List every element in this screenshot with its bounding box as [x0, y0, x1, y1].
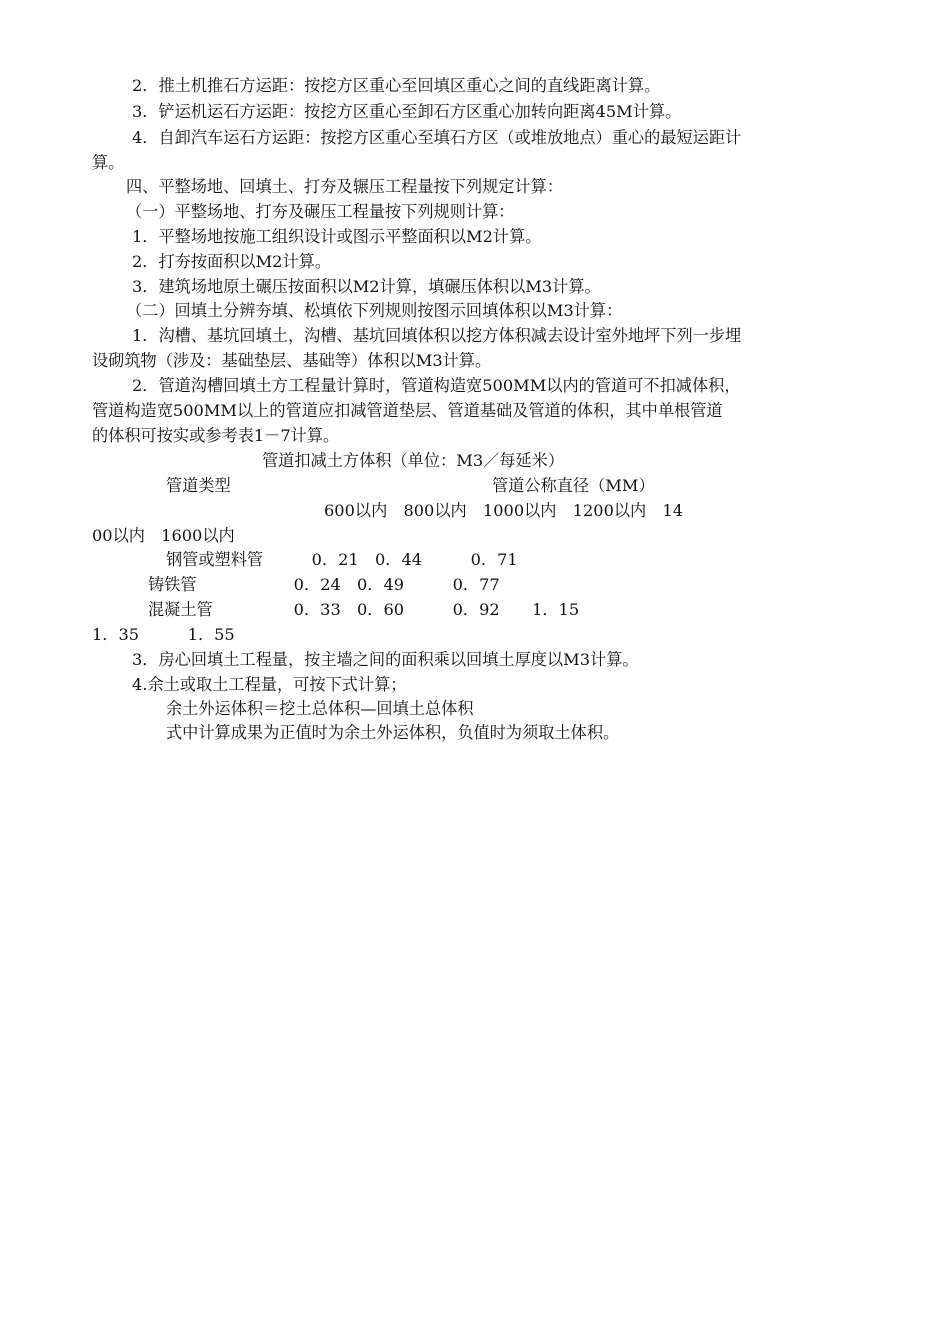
text-line-8: 2．打夯按面积以M2计算。	[132, 252, 332, 271]
text-line-1: 2．推土机推石方运距：按挖方区重心至回填区重心之间的直线距离计算。	[132, 76, 661, 95]
text-line-9: 3．建筑场地原土碾压按面积以M2计算，填碾压体积以M3计算。	[132, 277, 601, 296]
text-line-14: 管道构造宽500MM以上的管道应扣减管道垫层、管道基础及管道的体积，其中单根管道	[92, 401, 723, 420]
table-row-steel: 钢管或塑料管 0．21 0．44 0．71	[166, 550, 518, 569]
table-diameter-row-cont: 00以内 1600以内	[92, 526, 235, 545]
subsection-heading-1: （一）平整场地、打夯及碾压工程量按下列规则计算：	[126, 202, 515, 221]
table-title: 管道扣减土方体积（单位：M3／每延米）	[262, 451, 565, 470]
text-line-11: 1．沟槽、基坑回填土，沟槽、基坑回填体积以挖方体积减去设计室外地坪下列一步埋	[132, 326, 742, 345]
formula-note: 式中计算成果为正值时为余土外运体积，负值时为须取土体积。	[166, 723, 620, 742]
text-line-24: 3．房心回填土工程量，按主墙之间的面积乘以回填土厚度以M3计算。	[132, 650, 639, 669]
table-diameter-row: 600以内 800以内 1000以内 1200以内 14	[324, 501, 684, 520]
subsection-heading-2: （二）回填土分辨夯填、松填依下列规则按图示回填体积以M3计算：	[126, 301, 623, 320]
text-line-4: 算。	[92, 153, 125, 172]
text-line-3: 4．自卸汽车运石方运距：按挖方区重心至填石方区（或堆放地点）重心的最短运距计	[132, 128, 742, 147]
text-line-2: 3．铲运机运石方运距：按挖方区重心至卸石方区重心加转向距离45M计算。	[132, 102, 682, 121]
table-header-type: 管道类型	[166, 476, 231, 495]
text-line-25: 4.余土或取土工程量，可按下式计算；	[132, 675, 407, 694]
table-row-concrete-cont: 1．35 1．55	[92, 625, 235, 644]
section-heading-4: 四、平整场地、回填土、打夯及辗压工程量按下列规定计算：	[126, 177, 564, 196]
table-row-concrete: 混凝土管 0．33 0．60 0．92 1．15	[148, 600, 580, 619]
text-line-12: 设砌筑物（涉及：基础垫层、基础等）体积以M3计算。	[92, 351, 492, 370]
text-line-13: 2．管道沟槽回填土方工程量计算时，管道构造宽500MM以内的管道可不扣减体积，	[132, 376, 741, 395]
text-line-7: 1．平整场地按施工组织设计或图示平整面积以M2计算。	[132, 227, 542, 246]
text-line-15: 的体积可按实或参考表1－7计算。	[92, 426, 340, 445]
table-header-diameter: 管道公称直径（MM）	[492, 476, 655, 495]
table-row-cast-iron: 铸铁管 0．24 0．49 0．77	[148, 575, 500, 594]
formula-line: 余土外运体积＝挖土总体积—回填土总体积	[166, 699, 474, 718]
